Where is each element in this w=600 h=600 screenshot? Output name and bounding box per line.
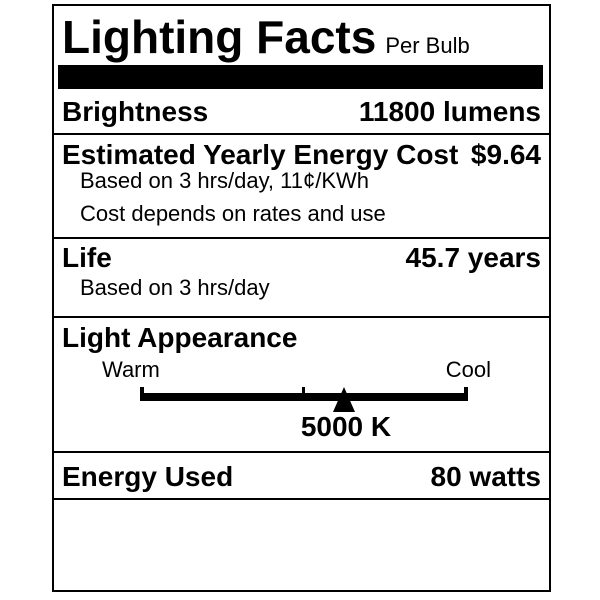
light-appearance-row — [62, 324, 541, 352]
lighting-facts-label — [52, 4, 551, 592]
light-appearance-scale-labels — [102, 359, 491, 381]
energy-used-label: Energy Used — [62, 461, 234, 492]
scale-cool-label: Cool — [445, 357, 491, 382]
label-header — [62, 11, 470, 63]
energy-cost-note-2: Cost depends on rates and use — [80, 201, 386, 226]
light-appearance-label: Light Appearance — [62, 322, 298, 353]
color-temperature-value: 5000 K — [300, 411, 392, 442]
label-subtitle: Per Bulb — [385, 33, 470, 58]
divider — [54, 133, 549, 135]
energy-used-value: 80 watts — [430, 461, 541, 492]
brightness-label: Brightness — [62, 96, 209, 127]
energy-cost-value: $9.64 — [470, 139, 541, 170]
divider — [54, 451, 549, 453]
label-title: Lighting Facts — [62, 11, 377, 63]
life-row — [62, 244, 541, 272]
energy-cost-label: Estimated Yearly Energy Cost — [62, 139, 459, 170]
header-separator-bar — [58, 65, 543, 89]
life-label: Life — [62, 242, 112, 273]
scale-left-end-cap — [140, 387, 144, 401]
scale-right-end-cap — [464, 387, 468, 401]
scale-warm-label: Warm — [102, 357, 160, 382]
life-value: 45.7 years — [405, 242, 541, 273]
life-note-1: Based on 3 hrs/day — [80, 275, 270, 300]
brightness-row — [62, 98, 541, 126]
scale-marker-triangle-icon — [333, 387, 355, 412]
brightness-value: 11800 lumens — [358, 96, 541, 127]
divider — [54, 316, 549, 318]
energy-cost-note-1: Based on 3 hrs/day, 11¢/KWh — [80, 168, 370, 193]
energy-used-row — [62, 463, 541, 491]
divider — [54, 498, 549, 500]
scale-mid-tick — [302, 387, 305, 399]
divider — [54, 237, 549, 239]
energy-cost-row — [62, 141, 541, 169]
